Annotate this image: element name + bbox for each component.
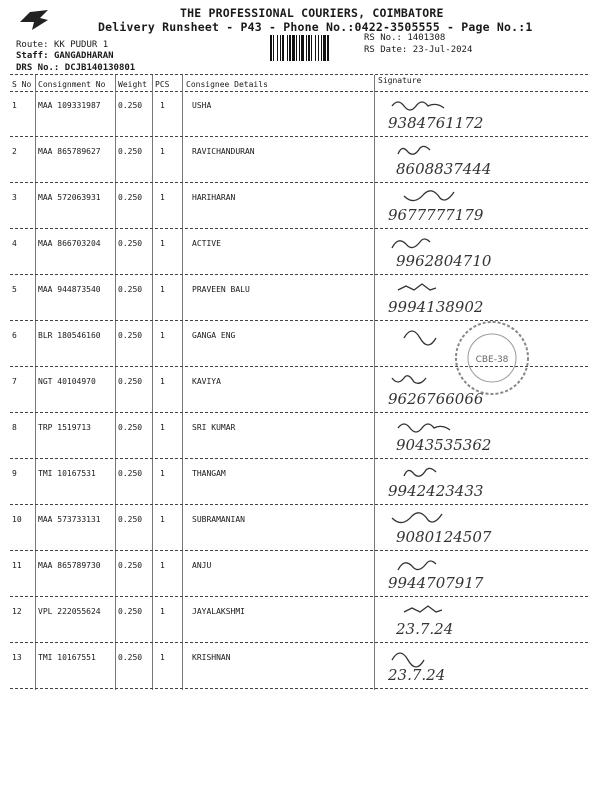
- company-logo-icon: [18, 8, 52, 32]
- signature-text: 9080124507: [396, 528, 492, 546]
- col-divider: [374, 75, 375, 690]
- staff-line: Staff: GANGADHARAN: [16, 51, 114, 61]
- row-consignment-no: TMI 10167551: [38, 653, 96, 662]
- row-pcs: 1: [160, 101, 165, 110]
- signature-scribble-icon: [378, 140, 583, 182]
- row-signature: [378, 554, 583, 600]
- signature-text: 9944707917: [388, 574, 484, 592]
- rs-date-value: 23-Jul-2024: [412, 45, 473, 55]
- row-consignee: SUBRAMANIAN: [192, 515, 245, 524]
- row-consignment-no: TMI 10167531: [38, 469, 96, 478]
- row-pcs: 1: [160, 147, 165, 156]
- signature-scribble-icon: [378, 554, 583, 596]
- row-consignment-no: MAA 944873540: [38, 285, 101, 294]
- signature-text: 9942423433: [388, 482, 484, 500]
- row-consignee: PRAVEEN BALU: [192, 285, 250, 294]
- row-pcs: 1: [160, 377, 165, 386]
- row-consignee: RAVICHANDURAN: [192, 147, 255, 156]
- col-divider: [182, 75, 183, 690]
- col-divider: [115, 75, 116, 690]
- row-weight: 0.250: [118, 377, 143, 386]
- signature-text: 9677777179: [388, 206, 484, 224]
- signature-scribble-icon: [378, 462, 583, 504]
- col-header-sno: S No: [12, 80, 32, 89]
- row-sno: 1: [12, 101, 17, 110]
- signature-text: 23.7.24: [396, 620, 454, 638]
- signature-scribble-icon: [378, 186, 583, 228]
- row-separator: [10, 688, 588, 689]
- row-consignment-no: TRP 1519713: [38, 423, 91, 432]
- col-header-consignee: Consignee Details: [186, 80, 268, 89]
- row-sno: 8: [12, 423, 17, 432]
- row-consignee: GANGA ENG: [192, 331, 236, 340]
- route-value: KK PUDUR 1: [53, 40, 109, 50]
- row-weight: 0.250: [118, 561, 143, 570]
- row-sno: 2: [12, 147, 17, 156]
- signature-scribble-icon: [378, 278, 583, 320]
- row-consignment-no: MAA 865789627: [38, 147, 101, 156]
- row-consignee: USHA: [192, 101, 212, 110]
- row-weight: 0.250: [118, 193, 143, 202]
- route-line: Route: KK PUDUR 1: [16, 40, 109, 50]
- row-consignee: ACTIVE: [192, 239, 221, 248]
- row-sno: 7: [12, 377, 17, 386]
- row-pcs: 1: [160, 193, 165, 202]
- row-signature: [378, 462, 583, 508]
- row-pcs: 1: [160, 423, 165, 432]
- table-top-rule: [10, 74, 588, 75]
- row-consignee: ANJU: [192, 561, 212, 570]
- barcode-icon: [270, 35, 358, 61]
- row-sno: 4: [12, 239, 17, 248]
- row-sno: 3: [12, 193, 17, 202]
- row-pcs: 1: [160, 239, 165, 248]
- row-consignment-no: MAA 572063931: [38, 193, 101, 202]
- row-consignee: SRI KUMAR: [192, 423, 236, 432]
- row-separator: [10, 596, 588, 597]
- col-header-pcs: PCS: [155, 80, 170, 89]
- drs-value: DCJB140130801: [64, 63, 136, 73]
- col-divider: [152, 75, 153, 690]
- row-signature: [378, 600, 583, 646]
- rs-no-value: 1401308: [407, 33, 446, 43]
- row-separator: [10, 136, 588, 137]
- row-pcs: 1: [160, 469, 165, 478]
- row-weight: 0.250: [118, 653, 143, 662]
- runsheet-subtitle: Delivery Runsheet - P43 - Phone No.:0422-3505555 - Page No.:1: [98, 20, 533, 34]
- row-consignment-no: MAA 866703204: [38, 239, 101, 248]
- row-consignee: KRISHNAN: [192, 653, 231, 662]
- row-weight: 0.250: [118, 331, 143, 340]
- row-weight: 0.250: [118, 101, 143, 110]
- row-separator: [10, 182, 588, 183]
- row-signature: [378, 94, 583, 140]
- row-weight: 0.250: [118, 147, 143, 156]
- row-separator: [10, 412, 588, 413]
- row-consignee: JAYALAKSHMI: [192, 607, 245, 616]
- company-stamp-icon: [452, 318, 532, 398]
- row-weight: 0.250: [118, 423, 143, 432]
- row-sno: 6: [12, 331, 17, 340]
- row-consignment-no: BLR 180546160: [38, 331, 101, 340]
- stamp-text: CBE-38: [475, 355, 509, 365]
- row-sno: 13: [12, 653, 22, 662]
- rs-no-line: RS No.: 1401308: [364, 33, 446, 43]
- row-signature: [378, 508, 583, 554]
- signature-text: 23.7.24: [388, 666, 446, 684]
- row-pcs: 1: [160, 607, 165, 616]
- row-pcs: 1: [160, 285, 165, 294]
- row-separator: [10, 550, 588, 551]
- row-consignment-no: NGT 40104970: [38, 377, 96, 386]
- signature-scribble-icon: [378, 94, 583, 136]
- signature-scribble-icon: [378, 508, 583, 550]
- row-separator: [10, 458, 588, 459]
- row-sno: 12: [12, 607, 22, 616]
- col-header-consignment: Consignment No: [38, 80, 106, 89]
- row-pcs: 1: [160, 653, 165, 662]
- signature-text: 9626766066: [388, 390, 484, 408]
- col-header-weight: Weight: [118, 80, 147, 89]
- row-consignment-no: VPL 222055624: [38, 607, 101, 616]
- row-signature: [378, 232, 583, 278]
- row-signature: [378, 416, 583, 462]
- row-sno: 9: [12, 469, 17, 478]
- row-separator: [10, 504, 588, 505]
- row-weight: 0.250: [118, 607, 143, 616]
- rs-date-line: RS Date: 23-Jul-2024: [364, 45, 473, 55]
- row-signature: [378, 140, 583, 186]
- signature-scribble-icon: [378, 600, 583, 642]
- row-consignee: THANGAM: [192, 469, 226, 478]
- row-separator: [10, 642, 588, 643]
- signature-text: 9384761172: [388, 114, 484, 132]
- row-sno: 10: [12, 515, 22, 524]
- row-signature: [378, 186, 583, 232]
- signature-text: 9962804710: [396, 252, 492, 270]
- row-separator: [10, 274, 588, 275]
- staff-value: GANGADHARAN: [53, 51, 114, 61]
- row-weight: 0.250: [118, 285, 143, 294]
- col-divider: [35, 75, 36, 690]
- signature-scribble-icon: [378, 232, 583, 274]
- row-pcs: 1: [160, 561, 165, 570]
- row-consignee: KAVIYA: [192, 377, 221, 386]
- signature-text: 8608837444: [396, 160, 492, 178]
- row-weight: 0.250: [118, 239, 143, 248]
- signature-text: 9043535362: [396, 436, 492, 454]
- row-weight: 0.250: [118, 469, 143, 478]
- row-pcs: 1: [160, 331, 165, 340]
- signature-text: 9994138902: [388, 298, 484, 316]
- row-consignment-no: MAA 865789730: [38, 561, 101, 570]
- row-sno: 11: [12, 561, 22, 570]
- row-consignment-no: MAA 573733131: [38, 515, 101, 524]
- table-header-rule: [10, 91, 588, 92]
- row-signature: [378, 646, 583, 692]
- row-weight: 0.250: [118, 515, 143, 524]
- row-pcs: 1: [160, 515, 165, 524]
- signature-scribble-icon: [378, 416, 583, 458]
- col-header-signature: Signature: [378, 76, 422, 85]
- row-consignee: HARIHARAN: [192, 193, 236, 202]
- company-title: THE PROFESSIONAL COURIERS, COIMBATORE: [180, 6, 444, 20]
- row-separator: [10, 228, 588, 229]
- row-sno: 5: [12, 285, 17, 294]
- signature-scribble-icon: [378, 646, 583, 688]
- row-consignment-no: MAA 109331987: [38, 101, 101, 110]
- drs-line: DRS No.: DCJB140130801: [16, 63, 136, 73]
